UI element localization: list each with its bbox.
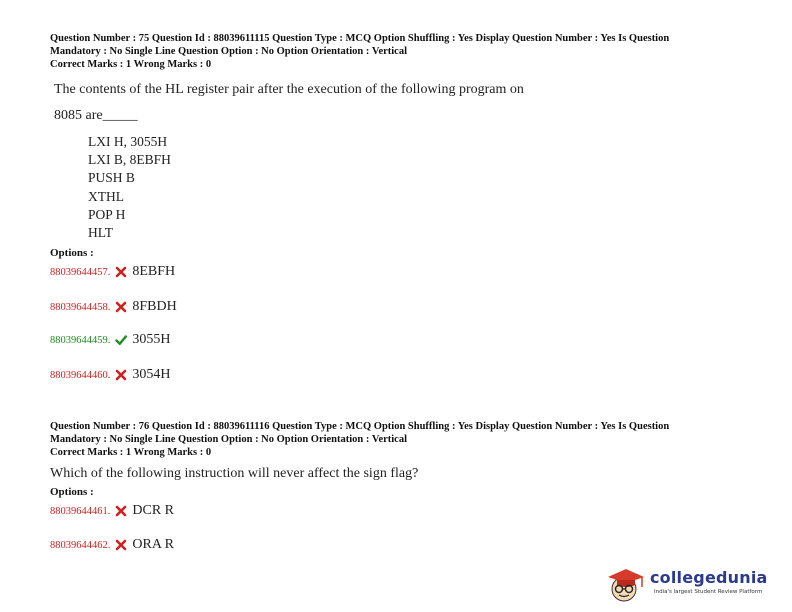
option-id: 88039644457. <box>50 266 111 278</box>
question-76-meta-line1: Question Number : 76 Question Id : 88039611116 Question Type : MCQ Option Shuffling : Yes Display Question Number : Yes Is Question <box>50 421 670 432</box>
question-75-meta-line1: Question Number : 75 Question Id : 88039611115 Question Type : MCQ Option Shuffling : Yes Display Question Number : Yes Is Question <box>50 33 670 44</box>
option-row <box>50 299 177 315</box>
option-row <box>50 332 171 348</box>
option-row <box>50 503 174 519</box>
question-75-program <box>88 133 171 242</box>
logo-wordmark: collegedunia <box>650 568 768 587</box>
cross-icon <box>115 369 127 381</box>
option-text: 8FBDH <box>132 299 177 314</box>
collegedunia-logo[interactable] <box>604 565 790 605</box>
cross-icon <box>115 266 127 278</box>
logo-tagline: India's largest Student Review Platform <box>654 589 763 595</box>
program-line: POP H <box>88 206 126 222</box>
option-row <box>50 537 174 553</box>
question-76-stem: Which of the following instruction will never affect the sign flag? <box>50 466 419 481</box>
option-id: 88039644461. <box>50 505 111 517</box>
question-76-header <box>50 420 750 459</box>
program-line: PUSH B <box>88 170 135 186</box>
program-line: HLT <box>88 225 114 241</box>
option-id: 88039644462. <box>50 539 111 551</box>
question-76-meta-line2: Mandatory : No Single Line Question Option : No Option Orientation : Vertical <box>50 434 408 445</box>
option-text: 3055H <box>132 332 171 347</box>
question-75-stem-line1: The contents of the HL register pair after the execution of the following program on <box>54 82 524 97</box>
option-row <box>50 264 175 280</box>
option-text: DCR R <box>132 503 174 518</box>
option-id: 88039644459. <box>50 334 111 346</box>
option-text: 3054H <box>132 367 171 382</box>
question-75-marks: Correct Marks : 1 Wrong Marks : 0 <box>50 59 212 70</box>
option-text: ORA R <box>132 537 174 552</box>
question-75-stem-line2: 8085 are_____ <box>54 108 138 123</box>
option-id: 88039644460. <box>50 369 111 381</box>
question-76-marks: Correct Marks : 1 Wrong Marks : 0 <box>50 447 212 458</box>
program-line: LXI H, 3055H <box>88 134 168 149</box>
option-row <box>50 367 171 383</box>
cross-icon <box>115 505 127 517</box>
question-76-options-label: Options : <box>50 486 94 498</box>
option-text: 8EBFH <box>132 264 176 279</box>
question-75-meta-line2: Mandatory : No Single Line Question Option : No Option Orientation : Vertical <box>50 46 408 57</box>
option-id: 88039644458. <box>50 301 111 313</box>
graduate-mascot-icon <box>604 565 648 605</box>
question-75-header <box>50 32 750 71</box>
cross-icon <box>115 539 127 551</box>
cross-icon <box>115 301 127 313</box>
checkmark-icon <box>115 334 127 346</box>
program-line: XTHL <box>88 188 124 204</box>
question-75-options-label: Options : <box>50 247 94 259</box>
program-line: LXI B, 8EBFH <box>88 152 171 168</box>
